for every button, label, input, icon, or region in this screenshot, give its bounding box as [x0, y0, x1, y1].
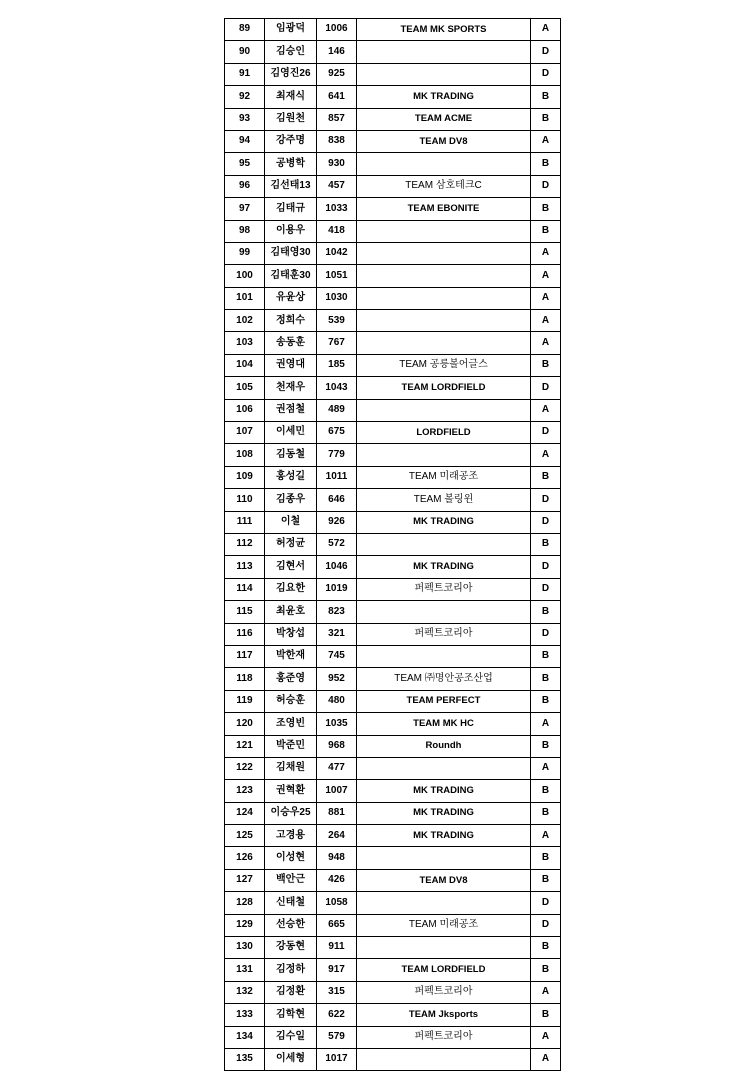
cell-rank: 131 [225, 959, 265, 981]
cell-number: 745 [317, 645, 357, 667]
cell-number: 675 [317, 422, 357, 444]
cell-number: 315 [317, 981, 357, 1003]
cell-grade: D [531, 511, 561, 533]
cell-name: 김수일 [265, 1026, 317, 1048]
table-row [225, 242, 561, 264]
cell-grade: B [531, 533, 561, 555]
cell-rank: 133 [225, 1004, 265, 1026]
cell-rank: 130 [225, 937, 265, 959]
cell-rank: 98 [225, 220, 265, 242]
table-row [225, 41, 561, 63]
cell-name: 강동현 [265, 937, 317, 959]
cell-name: 김선태13 [265, 175, 317, 197]
cell-number: 779 [317, 444, 357, 466]
table-row [225, 802, 561, 824]
cell-name: 허정균 [265, 533, 317, 555]
cell-number: 952 [317, 668, 357, 690]
table-row [225, 713, 561, 735]
cell-team [357, 645, 531, 667]
cell-name: 김태영30 [265, 242, 317, 264]
cell-rank: 91 [225, 63, 265, 85]
cell-grade: A [531, 19, 561, 41]
cell-name: 이철 [265, 511, 317, 533]
cell-name: 김요한 [265, 578, 317, 600]
cell-team: 퍼펙트코리아 [357, 623, 531, 645]
cell-name: 홍성길 [265, 466, 317, 488]
cell-rank: 101 [225, 287, 265, 309]
cell-team: TEAM 미래공조 [357, 914, 531, 936]
cell-name: 선승한 [265, 914, 317, 936]
cell-grade: D [531, 377, 561, 399]
cell-rank: 109 [225, 466, 265, 488]
cell-name: 백안근 [265, 869, 317, 891]
cell-grade: A [531, 825, 561, 847]
cell-name: 이세형 [265, 1048, 317, 1070]
cell-number: 418 [317, 220, 357, 242]
cell-number: 1058 [317, 892, 357, 914]
cell-name: 임광덕 [265, 19, 317, 41]
cell-rank: 121 [225, 735, 265, 757]
table-row [225, 63, 561, 85]
cell-name: 박창섭 [265, 623, 317, 645]
cell-team: TEAM LORDFIELD [357, 959, 531, 981]
cell-name: 공병학 [265, 153, 317, 175]
cell-name: 송동훈 [265, 332, 317, 354]
table-row [225, 623, 561, 645]
cell-rank: 128 [225, 892, 265, 914]
cell-rank: 118 [225, 668, 265, 690]
table-row [225, 422, 561, 444]
cell-number: 572 [317, 533, 357, 555]
table-row [225, 175, 561, 197]
cell-grade: D [531, 422, 561, 444]
cell-number: 539 [317, 310, 357, 332]
cell-rank: 110 [225, 489, 265, 511]
cell-grade: D [531, 556, 561, 578]
cell-number: 477 [317, 757, 357, 779]
table-row [225, 690, 561, 712]
cell-grade: B [531, 959, 561, 981]
table-row [225, 533, 561, 555]
table-row [225, 959, 561, 981]
cell-number: 622 [317, 1004, 357, 1026]
table-row [225, 108, 561, 130]
cell-team: TEAM DV8 [357, 130, 531, 152]
cell-number: 457 [317, 175, 357, 197]
cell-rank: 112 [225, 533, 265, 555]
table-row [225, 444, 561, 466]
cell-rank: 111 [225, 511, 265, 533]
cell-name: 허승훈 [265, 690, 317, 712]
cell-rank: 123 [225, 780, 265, 802]
cell-grade: D [531, 914, 561, 936]
cell-rank: 89 [225, 19, 265, 41]
cell-grade: B [531, 1004, 561, 1026]
cell-rank: 102 [225, 310, 265, 332]
table-row [225, 511, 561, 533]
cell-team [357, 937, 531, 959]
cell-name: 김원천 [265, 108, 317, 130]
cell-grade: B [531, 645, 561, 667]
table-row [225, 1004, 561, 1026]
cell-team [357, 601, 531, 623]
cell-rank: 104 [225, 354, 265, 376]
cell-rank: 125 [225, 825, 265, 847]
cell-grade: B [531, 108, 561, 130]
cell-team [357, 310, 531, 332]
table-row [225, 914, 561, 936]
cell-rank: 105 [225, 377, 265, 399]
cell-rank: 135 [225, 1048, 265, 1070]
cell-rank: 124 [225, 802, 265, 824]
cell-team: TEAM ACME [357, 108, 531, 130]
cell-team: 퍼펙트코리아 [357, 981, 531, 1003]
cell-team: 퍼펙트코리아 [357, 1026, 531, 1048]
cell-number: 489 [317, 399, 357, 421]
cell-name: 김영진26 [265, 63, 317, 85]
cell-rank: 92 [225, 86, 265, 108]
cell-team: TEAM Jksports [357, 1004, 531, 1026]
cell-team: TEAM PERFECT [357, 690, 531, 712]
cell-team [357, 444, 531, 466]
cell-rank: 95 [225, 153, 265, 175]
cell-number: 1046 [317, 556, 357, 578]
table-row [225, 668, 561, 690]
cell-name: 천재우 [265, 377, 317, 399]
cell-number: 185 [317, 354, 357, 376]
cell-grade: B [531, 466, 561, 488]
table-row [225, 265, 561, 287]
cell-name: 이승우25 [265, 802, 317, 824]
table-row [225, 735, 561, 757]
cell-grade: A [531, 265, 561, 287]
cell-name: 권영대 [265, 354, 317, 376]
cell-name: 김태규 [265, 198, 317, 220]
cell-team: MK TRADING [357, 86, 531, 108]
cell-name: 박한재 [265, 645, 317, 667]
cell-rank: 117 [225, 645, 265, 667]
cell-number: 1043 [317, 377, 357, 399]
cell-grade: A [531, 713, 561, 735]
cell-name: 정희수 [265, 310, 317, 332]
cell-name: 최윤호 [265, 601, 317, 623]
cell-team: TEAM MK SPORTS [357, 19, 531, 41]
cell-name: 권점철 [265, 399, 317, 421]
cell-rank: 97 [225, 198, 265, 220]
cell-grade: B [531, 668, 561, 690]
table-row [225, 869, 561, 891]
table-row [225, 825, 561, 847]
cell-number: 1042 [317, 242, 357, 264]
cell-number: 881 [317, 802, 357, 824]
table-row [225, 601, 561, 623]
table-row [225, 354, 561, 376]
cell-grade: B [531, 847, 561, 869]
cell-number: 1007 [317, 780, 357, 802]
cell-rank: 126 [225, 847, 265, 869]
cell-grade: D [531, 623, 561, 645]
cell-number: 1030 [317, 287, 357, 309]
table-row [225, 1048, 561, 1070]
table-row [225, 153, 561, 175]
cell-grade: B [531, 153, 561, 175]
cell-team: TEAM EBONITE [357, 198, 531, 220]
cell-team [357, 892, 531, 914]
cell-team: TEAM 미래공조 [357, 466, 531, 488]
cell-number: 948 [317, 847, 357, 869]
cell-name: 강주명 [265, 130, 317, 152]
cell-rank: 129 [225, 914, 265, 936]
table-row [225, 220, 561, 242]
table-row [225, 86, 561, 108]
cell-grade: B [531, 198, 561, 220]
cell-rank: 106 [225, 399, 265, 421]
table-row [225, 757, 561, 779]
cell-number: 823 [317, 601, 357, 623]
table-row [225, 198, 561, 220]
table-row [225, 847, 561, 869]
cell-rank: 132 [225, 981, 265, 1003]
cell-name: 홍준영 [265, 668, 317, 690]
cell-rank: 103 [225, 332, 265, 354]
cell-rank: 108 [225, 444, 265, 466]
table-row [225, 466, 561, 488]
cell-grade: D [531, 63, 561, 85]
cell-name: 김채원 [265, 757, 317, 779]
cell-team: Roundh [357, 735, 531, 757]
cell-number: 1006 [317, 19, 357, 41]
cell-number: 646 [317, 489, 357, 511]
table-row [225, 19, 561, 41]
cell-number: 838 [317, 130, 357, 152]
cell-rank: 107 [225, 422, 265, 444]
cell-grade: B [531, 354, 561, 376]
cell-grade: B [531, 735, 561, 757]
cell-number: 917 [317, 959, 357, 981]
cell-name: 김동철 [265, 444, 317, 466]
cell-rank: 99 [225, 242, 265, 264]
cell-rank: 115 [225, 601, 265, 623]
cell-rank: 116 [225, 623, 265, 645]
cell-rank: 114 [225, 578, 265, 600]
cell-number: 857 [317, 108, 357, 130]
cell-number: 1033 [317, 198, 357, 220]
cell-team [357, 757, 531, 779]
cell-number: 641 [317, 86, 357, 108]
cell-number: 264 [317, 825, 357, 847]
cell-team [357, 242, 531, 264]
cell-rank: 134 [225, 1026, 265, 1048]
cell-rank: 122 [225, 757, 265, 779]
table-row [225, 332, 561, 354]
table-row [225, 780, 561, 802]
cell-grade: B [531, 220, 561, 242]
table-row [225, 377, 561, 399]
cell-team: TEAM 볼링윈 [357, 489, 531, 511]
cell-name: 최재식 [265, 86, 317, 108]
cell-grade: B [531, 780, 561, 802]
cell-grade: B [531, 937, 561, 959]
cell-rank: 119 [225, 690, 265, 712]
cell-team [357, 1048, 531, 1070]
cell-grade: D [531, 578, 561, 600]
cell-number: 1017 [317, 1048, 357, 1070]
cell-name: 이세민 [265, 422, 317, 444]
cell-number: 321 [317, 623, 357, 645]
cell-name: 고경용 [265, 825, 317, 847]
cell-name: 김종우 [265, 489, 317, 511]
cell-name: 조영빈 [265, 713, 317, 735]
table-row [225, 578, 561, 600]
cell-rank: 96 [225, 175, 265, 197]
cell-name: 이용우 [265, 220, 317, 242]
cell-name: 유윤상 [265, 287, 317, 309]
cell-team [357, 399, 531, 421]
table-row [225, 937, 561, 959]
cell-name: 이성현 [265, 847, 317, 869]
cell-grade: D [531, 489, 561, 511]
cell-grade: A [531, 399, 561, 421]
cell-team: 퍼펙트코리아 [357, 578, 531, 600]
cell-team: TEAM 삼호테크C [357, 175, 531, 197]
cell-name: 김정환 [265, 981, 317, 1003]
cell-grade: B [531, 86, 561, 108]
cell-rank: 120 [225, 713, 265, 735]
cell-grade: B [531, 869, 561, 891]
cell-grade: B [531, 601, 561, 623]
cell-team: LORDFIELD [357, 422, 531, 444]
cell-number: 1035 [317, 713, 357, 735]
cell-grade: A [531, 1048, 561, 1070]
cell-team: MK TRADING [357, 556, 531, 578]
cell-number: 1011 [317, 466, 357, 488]
cell-name: 김현서 [265, 556, 317, 578]
cell-team: TEAM 공릉볼어글스 [357, 354, 531, 376]
cell-grade: D [531, 175, 561, 197]
table-row [225, 489, 561, 511]
cell-rank: 127 [225, 869, 265, 891]
cell-team: TEAM MK HC [357, 713, 531, 735]
cell-team: MK TRADING [357, 825, 531, 847]
cell-rank: 93 [225, 108, 265, 130]
cell-grade: A [531, 332, 561, 354]
table-row [225, 287, 561, 309]
roster-table-container [224, 18, 560, 1071]
cell-team: TEAM ㈜명안공조산업 [357, 668, 531, 690]
cell-team [357, 847, 531, 869]
cell-team [357, 287, 531, 309]
table-row [225, 1026, 561, 1048]
cell-number: 926 [317, 511, 357, 533]
cell-name: 김정하 [265, 959, 317, 981]
cell-team: TEAM DV8 [357, 869, 531, 891]
cell-name: 김승인 [265, 41, 317, 63]
cell-rank: 113 [225, 556, 265, 578]
cell-name: 박준민 [265, 735, 317, 757]
cell-name: 김학현 [265, 1004, 317, 1026]
cell-number: 767 [317, 332, 357, 354]
cell-number: 665 [317, 914, 357, 936]
cell-name: 김태훈30 [265, 265, 317, 287]
cell-grade: D [531, 41, 561, 63]
roster-table [224, 18, 561, 1071]
cell-number: 1019 [317, 578, 357, 600]
cell-name: 권혁환 [265, 780, 317, 802]
cell-team [357, 153, 531, 175]
cell-rank: 94 [225, 130, 265, 152]
cell-number: 911 [317, 937, 357, 959]
table-row [225, 892, 561, 914]
cell-grade: A [531, 287, 561, 309]
cell-team: MK TRADING [357, 780, 531, 802]
cell-rank: 100 [225, 265, 265, 287]
cell-number: 930 [317, 153, 357, 175]
cell-team: MK TRADING [357, 511, 531, 533]
cell-grade: A [531, 1026, 561, 1048]
cell-team: MK TRADING [357, 802, 531, 824]
cell-grade: B [531, 802, 561, 824]
cell-team [357, 265, 531, 287]
table-row [225, 556, 561, 578]
cell-number: 480 [317, 690, 357, 712]
cell-team [357, 41, 531, 63]
cell-grade: A [531, 242, 561, 264]
cell-number: 925 [317, 63, 357, 85]
cell-number: 968 [317, 735, 357, 757]
roster-table-body [225, 19, 561, 1071]
table-row [225, 310, 561, 332]
table-row [225, 399, 561, 421]
cell-number: 426 [317, 869, 357, 891]
cell-team [357, 220, 531, 242]
table-row [225, 130, 561, 152]
cell-rank: 90 [225, 41, 265, 63]
cell-team: TEAM LORDFIELD [357, 377, 531, 399]
cell-grade: A [531, 310, 561, 332]
cell-grade: A [531, 444, 561, 466]
table-row [225, 645, 561, 667]
cell-grade: A [531, 981, 561, 1003]
table-row [225, 981, 561, 1003]
cell-grade: A [531, 757, 561, 779]
cell-grade: B [531, 690, 561, 712]
cell-team [357, 533, 531, 555]
cell-number: 146 [317, 41, 357, 63]
cell-number: 1051 [317, 265, 357, 287]
cell-team [357, 63, 531, 85]
cell-name: 신태철 [265, 892, 317, 914]
cell-number: 579 [317, 1026, 357, 1048]
cell-grade: A [531, 130, 561, 152]
cell-team [357, 332, 531, 354]
cell-grade: D [531, 892, 561, 914]
